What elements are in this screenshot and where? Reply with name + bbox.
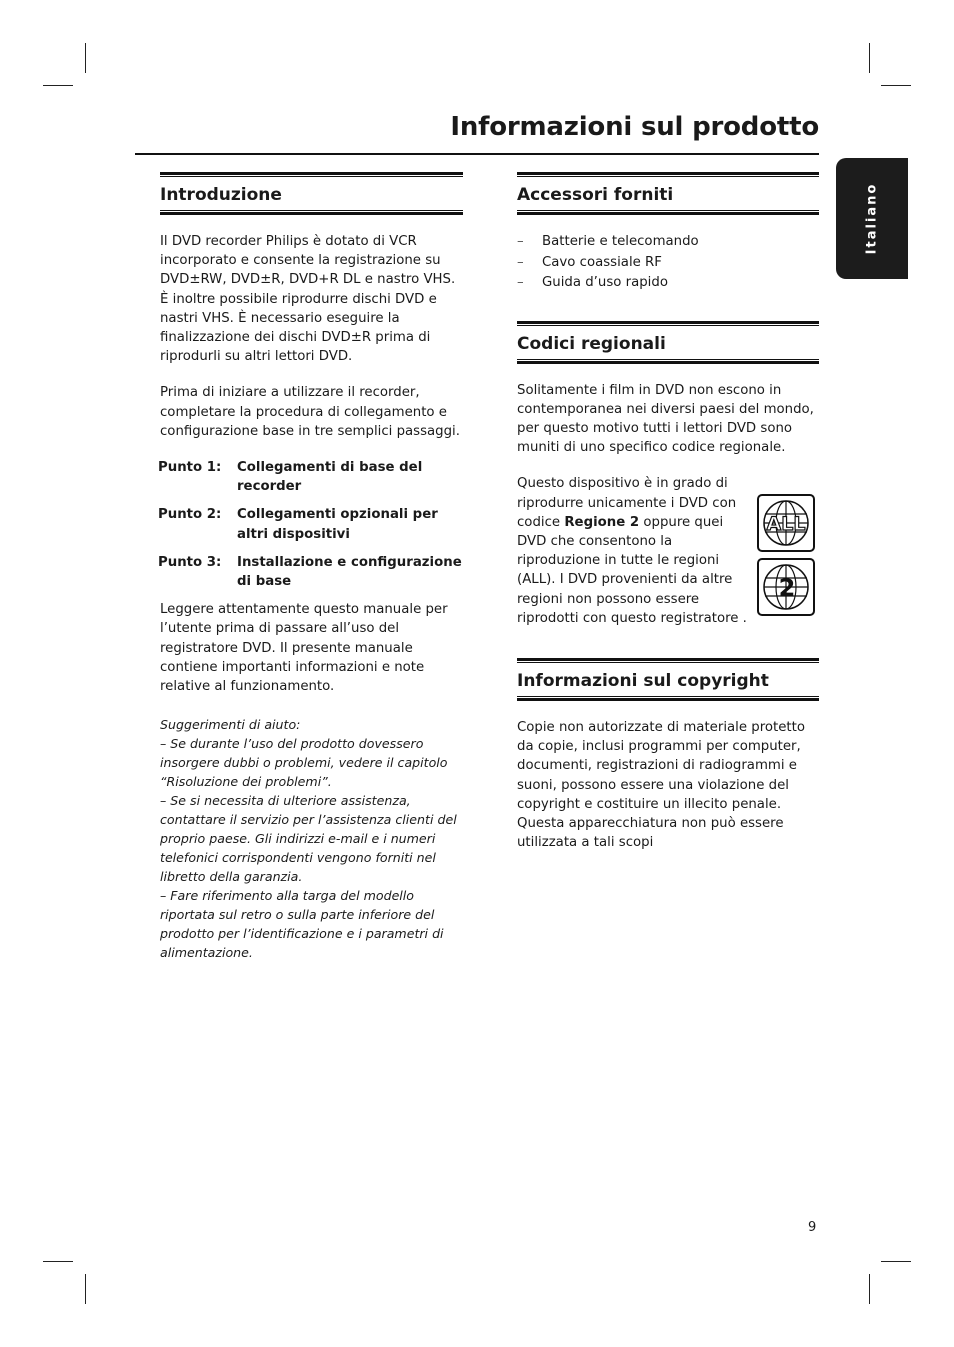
crop-mark [85,43,86,73]
step-row [158,458,463,496]
step-key: Punto 1: [158,460,222,476]
logo-2-text: 2 [778,574,796,603]
text-span: Questo dispositivo è in grado di riprodurre unicamente i DVD con codice [517,476,737,530]
dash-marker: – [517,234,524,249]
section-heading: Informazioni sul copyright [517,670,769,691]
tip-item: – Se si necessita di ulteriore assistenza, contattare il servizio per l’assistenza clienti del proprio paese. Gli indirizzi e-mail e i numeri telefonici corrispondenti vengono forniti nel libretto della garanzia. [160,793,457,885]
step-row [158,505,463,543]
list-item [517,273,819,294]
list-item [517,253,819,274]
region-logos [757,494,819,622]
list-item-text: Batterie e telecomando [542,234,699,249]
crop-mark [85,1274,86,1304]
intro-paragraph-2: Prima di iniziare a utilizzare il recorder, completare la procedura di collegamento e configurazione base in tre semplici passaggi. [160,385,460,439]
dash-marker: – [517,275,524,290]
intro-paragraph-3: Leggere attentamente questo manuale per l’utente prima di passare all’uso del registratore DVD. Il presente manuale contiene importanti informazioni e note relative al funzionamento. [160,602,448,695]
section-heading: Codici regionali [517,333,666,354]
crop-mark [881,85,911,86]
section-header-introduzione [160,172,463,215]
section-heading: Accessori forniti [517,185,674,205]
crop-mark [43,85,73,86]
right-column [517,172,819,852]
list-item-text: Cavo coassiale RF [542,254,662,270]
section-header-codici [517,321,819,364]
regional-paragraph-2 [517,474,753,628]
step-row [158,553,463,591]
step-key: Punto 3: [158,554,222,570]
left-column [160,172,463,962]
region-all-logo [757,494,815,552]
regional-paragraph-1: Solitamente i film in DVD non escono in contemporanea nei diversi paesi del mondo, per questo motivo tutti i lettori DVD sono muniti di uno specifico codice regionale. [517,382,814,456]
crop-mark [869,43,870,73]
crop-mark [43,1261,73,1262]
title-rule [135,153,819,155]
globe-icon [759,560,813,614]
globe-icon [759,496,813,550]
page-number: 9 [808,1220,817,1235]
section-header-accessori [517,172,819,215]
section-header-copyright [517,658,819,701]
tip-item: – Se durante l’uso del prodotto dovessero insorgere dubbi o problemi, vedere il capitolo “Risoluzione dei problemi”. [160,736,448,790]
region-2-logo [757,558,815,616]
step-text: Collegamenti di base del recorder [237,460,423,495]
page-title: Informazioni sul prodotto [450,112,819,142]
step-text: Installazione e configurazione di base [237,554,462,590]
step-text: Collegamenti opzionali per altri dispositivi [237,507,438,542]
list-item-text: Guida d’uso rapido [542,275,668,290]
dash-marker: – [517,254,524,270]
tip-item: – Fare riferimento alla targa del modello riportata sul retro o sulla parte inferiore del prodotto per l’identificazione e i parametri di alimentazione. [160,888,444,961]
section-heading: Introduzione [160,185,282,205]
accessories-list [517,232,819,294]
help-tips [160,715,463,962]
language-tab [836,158,908,279]
crop-mark [881,1261,911,1262]
list-item [517,232,819,253]
region-code-bold: Regione 2 [564,514,640,530]
step-key: Punto 2: [158,507,222,523]
tips-title: Suggerimenti di aiuto: [160,717,301,733]
setup-steps [158,458,463,591]
language-tab-label: Italiano [864,182,880,255]
logo-all-text: ALL [766,513,806,536]
intro-paragraph-1: Il DVD recorder Philips è dotato di VCR incorporato e consente la registrazione su DVD±RW, DVD±R, DVD+R DL e nastro VHS. È inoltre possibile riprodurre dischi DVD e nastri VHS. È necessario eseguire la finalizzazione dei dischi DVD±R prima di riprodurli su altri lettori DVD. [160,234,456,365]
region-info [517,474,819,628]
crop-mark [869,1274,870,1304]
text-span: oppure quei DVD che consentono la riproduzione in tutte le regioni (ALL). I DVD provenienti da altre regioni non possono essere riprodotti con questo registratore . [517,514,747,626]
copyright-paragraph: Copie non autorizzate di materiale protetto da copie, inclusi programmi per computer, documenti, registrazioni di radiogrammi e suoni, possono essere una violazione del copyright e costituire un illecito penale. Questa apparecchiatura non può essere utilizzata a tali scopi [517,719,805,851]
